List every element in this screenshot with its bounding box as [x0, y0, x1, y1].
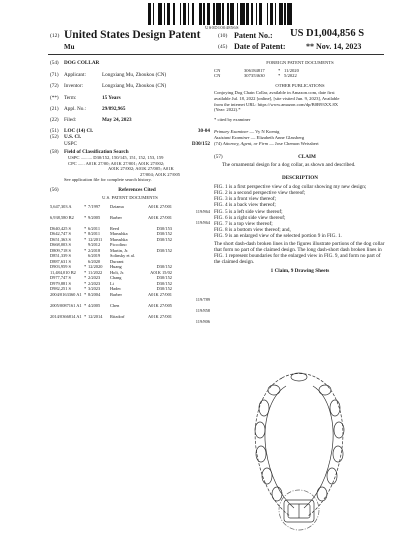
reference-row: D651,363 S * 12/2011 Marushka D30/152 — [50, 236, 172, 242]
figure-description: FIG. 3 is a front view thereof; — [214, 196, 277, 203]
right-column — [214, 60, 386, 275]
field-71: (71) Applicant: Longxiang Mu, Zhoukou (CN) — [50, 72, 167, 79]
field-52-uspc: USPC D30/152 — [64, 140, 210, 147]
field-54: (54) DOG COLLAR — [50, 60, 100, 66]
reference-row: D668,003 S 9/2012 Piccolino — [50, 242, 127, 248]
foreign-row: CN 306184817 * 11/2020 — [214, 67, 299, 73]
assistant-examiner: Assistant Examiner — Elizabeth Anne Glassberg — [214, 134, 305, 140]
us-patent-documents-heading: U.S. PATENT DOCUMENTS — [102, 195, 158, 201]
kind-code-12: (12) — [50, 33, 60, 39]
reference-row: 2004/0163360 A1 * 8/2004 Barber A01K 27/001 — [50, 291, 172, 297]
applicant: Longxiang Mu, Zhoukou (CN) — [102, 72, 167, 79]
figure-description: FIG. 5 is a left side view thereof; — [214, 208, 283, 215]
figure-description: FIG. 9 is an enlarged view of the selected portion 9 in FIG. 1. — [214, 233, 342, 240]
field-72: (72) Inventor: Longxiang Mu, Zhoukou (CN) — [50, 83, 167, 90]
claim-text: The ornamental design for a dog collar, as shown and described. — [222, 162, 356, 169]
dog-collar-drawing — [242, 368, 357, 531]
date-label: Date of Patent: — [234, 42, 286, 51]
reference-row: D851,339 S 6/2019 Solinsky et al. — [50, 253, 136, 259]
attorney-agent: (74) Attorney, Agent, or Firm — Jose Chemon Weissbert — [214, 140, 319, 146]
us-class: D30/152 — [191, 140, 210, 147]
reference-row: 2005/0087161 A1 * 4/2005 Chen A01K 27/005 — [50, 302, 172, 308]
kind-code-10: (10) — [218, 33, 228, 39]
foreign-row: CN 307353630 * 5/2022 — [214, 73, 297, 79]
figure-description: FIG. 6 is a right side view thereof; — [214, 214, 286, 221]
claim-heading: CLAIM — [298, 154, 316, 161]
dog-collar-figure — [242, 368, 357, 531]
reference-row-continuation: 119/789 — [195, 297, 210, 303]
field-term: (**) Term: 15 Years — [50, 94, 121, 101]
term-value: 15 Years — [102, 94, 121, 101]
cited-by-examiner: * cited by examiner — [214, 116, 251, 122]
field-58: (58) Field of Classification Search — [50, 148, 129, 155]
figure-description: FIG. 4 is a back view thereof; — [214, 202, 276, 209]
reference-row: D903,959 S * 12/2020 Huang D30/152 — [50, 264, 172, 270]
reference-row: D642,747 S * 8/2011 Marushka D30/152 — [50, 231, 172, 237]
reference-row: D982,251 S * 3/2023 Hadec D30/152 — [50, 286, 172, 292]
reference-row: D977,747 S * 2/2023 Chang D30/152 — [50, 275, 172, 281]
field-21: (21) Appl. No.: 29/892,965 — [50, 105, 126, 112]
date-of-patent: ** Nov. 14, 2023 — [306, 42, 362, 51]
left-column — [50, 60, 210, 325]
other-publications-heading: OTHER PUBLICATIONS — [275, 82, 325, 88]
inventor: Longxiang Mu, Zhoukou (CN) — [102, 83, 167, 90]
barcode-bar — [292, 3, 295, 25]
patent-no-label: Patent No.: — [234, 31, 273, 40]
application-number: 29/892,965 — [102, 105, 126, 112]
reference-row: D640,425 S * 6/2011 Reed D30/153 — [50, 225, 172, 231]
filing-date: May 24, 2023 — [102, 117, 132, 124]
claims-summary: 1 Claim, 9 Drawing Sheets — [270, 268, 330, 275]
primary-examiner: Primary Examiner — Vy N Koenig — [214, 129, 280, 135]
claim-heading-row: (57) CLAIM — [214, 154, 386, 160]
figure-description: FIG. 7 is a top view thereof; — [214, 220, 273, 227]
document-title: United States Design Patent — [64, 29, 201, 41]
classification-search-lines: USPC .......... D30/152, 150/145, 151, 152, 153, 159 CPC ...... A01K 27/00; A01K 27/001; A01K 27/002; A01K 27/002; A01K 27/005; A01K 27/004; A01K 27/005 — [68, 155, 181, 177]
figure-list — [214, 184, 386, 240]
field-22: (22) Filed: May 24, 2023 — [50, 117, 132, 124]
reference-row: D809,718 S * 2/2018 Martin, Jr. D30/152 — [50, 247, 172, 253]
field-51: (51) LOC (14) Cl. 30-04 — [50, 128, 210, 135]
search-history-note: See application file for complete search history. — [64, 177, 152, 183]
other-publication-text: Conjoying Dog Chain Collar, available in Amazon.com, date first available Jul. 18, 2022 [online], [site visited Jun. 9, 2023], Available from the internet URL: https://www.amazon.com/dp/B0B93XX.8X (Year: 2022).* — [214, 90, 340, 113]
loc-class: 30-04 — [197, 128, 210, 135]
references-list — [50, 204, 210, 325]
figure-description: FIG. 1 is a first perspective view of a dog collar showing my new design; — [214, 183, 367, 190]
description-paragraph: The short dash-dash broken lines in the figures illustrate portions of the dog collar that form no part of the claimed design. The long dash-short dash broken lines in FIG. 1 represent boundaries for the enlarged view in FIG. 9, and form no part of the claimed design. — [214, 240, 385, 266]
reference-row: D887,631 S 6/2020 Durrant — [50, 258, 124, 264]
figure-description: FIG. 2 is a second perspective view thereof; — [214, 189, 306, 196]
reference-row-continuation: 119/806 — [195, 319, 210, 325]
kind-code-45: (45) — [218, 44, 228, 50]
reference-row-continuation: 119/858 — [195, 308, 210, 314]
reference-row: 6,938,580 B2 * 9/2005 Barber A01K 27/001 — [50, 214, 172, 220]
design-title: DOG COLLAR — [64, 60, 100, 66]
reference-row: 5,647,303 A * 7/1997 Dziama A01K 27/001 — [50, 203, 172, 209]
barcode — [148, 3, 296, 25]
reference-row-continuation: 119/864 — [195, 220, 210, 226]
foreign-docs-heading: FOREIGN PATENT DOCUMENTS — [266, 60, 334, 65]
reference-row: 2014/0366814 A1 * 12/2014 Ritzdorf A01K 27/001 — [50, 313, 172, 319]
references-cited-heading: References Cited — [118, 187, 156, 193]
reference-row: D979,881 S * 2/2023 Li D30/152 — [50, 280, 172, 286]
patent-number: US D1,004,856 S — [290, 28, 365, 39]
document-number: US0D1004856S — [205, 25, 239, 30]
reference-row: 11,484,010 B2 * 11/2022 Holt, Jr. A01K 15/02 — [50, 269, 172, 275]
figure-description: FIG. 8 is a bottom view thereof; and, — [214, 227, 291, 234]
field-56: (56) References Cited — [50, 187, 210, 193]
header-divider — [48, 54, 384, 55]
field-52: (52) U.S. Cl. — [50, 134, 82, 141]
reference-row-continuation: 119/864 — [195, 209, 210, 215]
inventor-surname: Mu — [64, 43, 75, 51]
description-heading: DESCRIPTION — [281, 174, 319, 181]
